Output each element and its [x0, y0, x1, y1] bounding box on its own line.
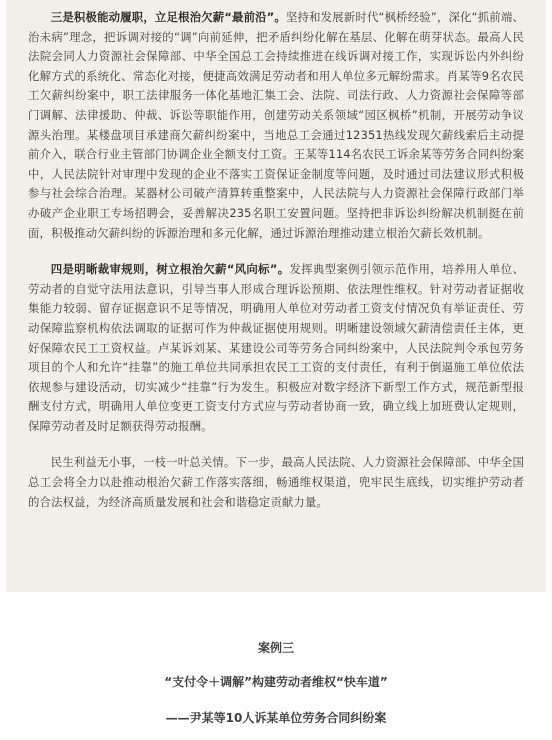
- case-number: 案例三: [257, 641, 294, 655]
- case-title: “支付令＋调解”构建劳动者维权“快车道”: [164, 675, 388, 689]
- paragraph-body: 民生利益无小事，一枝一叶总关情。下一步，最高人民法院、人力资源社会保障部、中华全国总工会将全力以赴推动根治欠薪工作落实落细，畅通维权渠道，兜牢民生底线，切实维护劳动者的合法权益，为经济高质量发展和社会和谐稳定贡献力量。: [28, 455, 524, 509]
- case-section: [0, 640, 552, 726]
- paragraph-lead-bold: 四是明晰裁审规则，树立根治欠薪“风向标”。: [50, 262, 290, 277]
- case-subtitle: ——尹某等10人诉某单位劳务合同纠纷案: [165, 711, 387, 725]
- paragraph-next-steps: [28, 453, 524, 512]
- paragraph-body: 发挥典型案例引领示范作用，培养用人单位、劳动者的自觉守法用法意识，引导当事人形成合理诉讼预期、依法理性维权。针对劳动者证据收集能力较弱、留存证据意识不足等情况，明确用人单位对劳动者工资支付情况负有举证责任、劳动保障监察机构依法调取的证据可作为仲裁证据使用规则。明晰建设领域欠薪清偿责任主体，更好保障农民工工资权益。卢某诉刘某、某建设公司等劳务合同纠纷案中，人民法院判令承包劳务项目的个人和允许“挂靠”的施工单位共同承担农民工工资的支付责任，有利于倒逼施工单位依法依规参与建设活动，切实减少“挂靠”行为发生。积极应对数字经济下新型工作方式，规范新型报酬支付方式，明确用人单位变更工资支付方式应与劳动者协商一致，确立线上加班费认定规则，保障劳动者及时足额获得劳动报酬。: [28, 262, 524, 433]
- article-box: [6, 0, 546, 592]
- paragraph-clarify-rules: [28, 260, 524, 436]
- paragraph-body: 坚持和发展新时代“枫桥经验”，深化“抓前端、治未病”理念，把诉调对接的“调”向前延伸，把矛盾纠纷化解在基层、化解在萌芽状态。最高人民法院会同人力资源社会保障部、中华全国总工会持续推进在线诉调对接工作，实现诉讼内外纠纷化解方式的系统化、常态化对接，便捷高效满足劳动者和用人单位多元解纷需求。肖某等9名农民工欠薪纠纷案中，职工法律服务一体化基地汇集工会、法院、司法行政、人力资源社会保障等部门调解、法律援助、仲裁、诉讼等职能作用，创建劳动关系领域“园区枫桥”机制，开展劳动争议源头治理。某楼盘项目承建商欠薪纠纷案中，当地总工会通过12351热线发现欠薪线索后主动提前介入，联合行业主管部门协调企业全额支付工资。王某等114名农民工诉余某等劳务合同纠纷案中，人民法院针对审理中发现的企业不落实工资保证金制度等问题，及时通过司法建议形式积极参与社会综合治理。某器材公司破产清算转重整案中，人民法院与人力资源社会保障行政部门举办破产企业职工专场招聘会，妥善解决235名职工安置问题。坚持把非诉讼纠纷解决机制挺在前面，积极推动欠薪纠纷的诉源治理和多元化解，通过诉源治理推动建立根治欠薪长效机制。: [28, 10, 524, 240]
- paragraph-proactive-duty: [28, 8, 524, 243]
- paragraph-lead-bold: 三是积极能动履职，立足根治欠薪“最前沿”。: [50, 10, 286, 24]
